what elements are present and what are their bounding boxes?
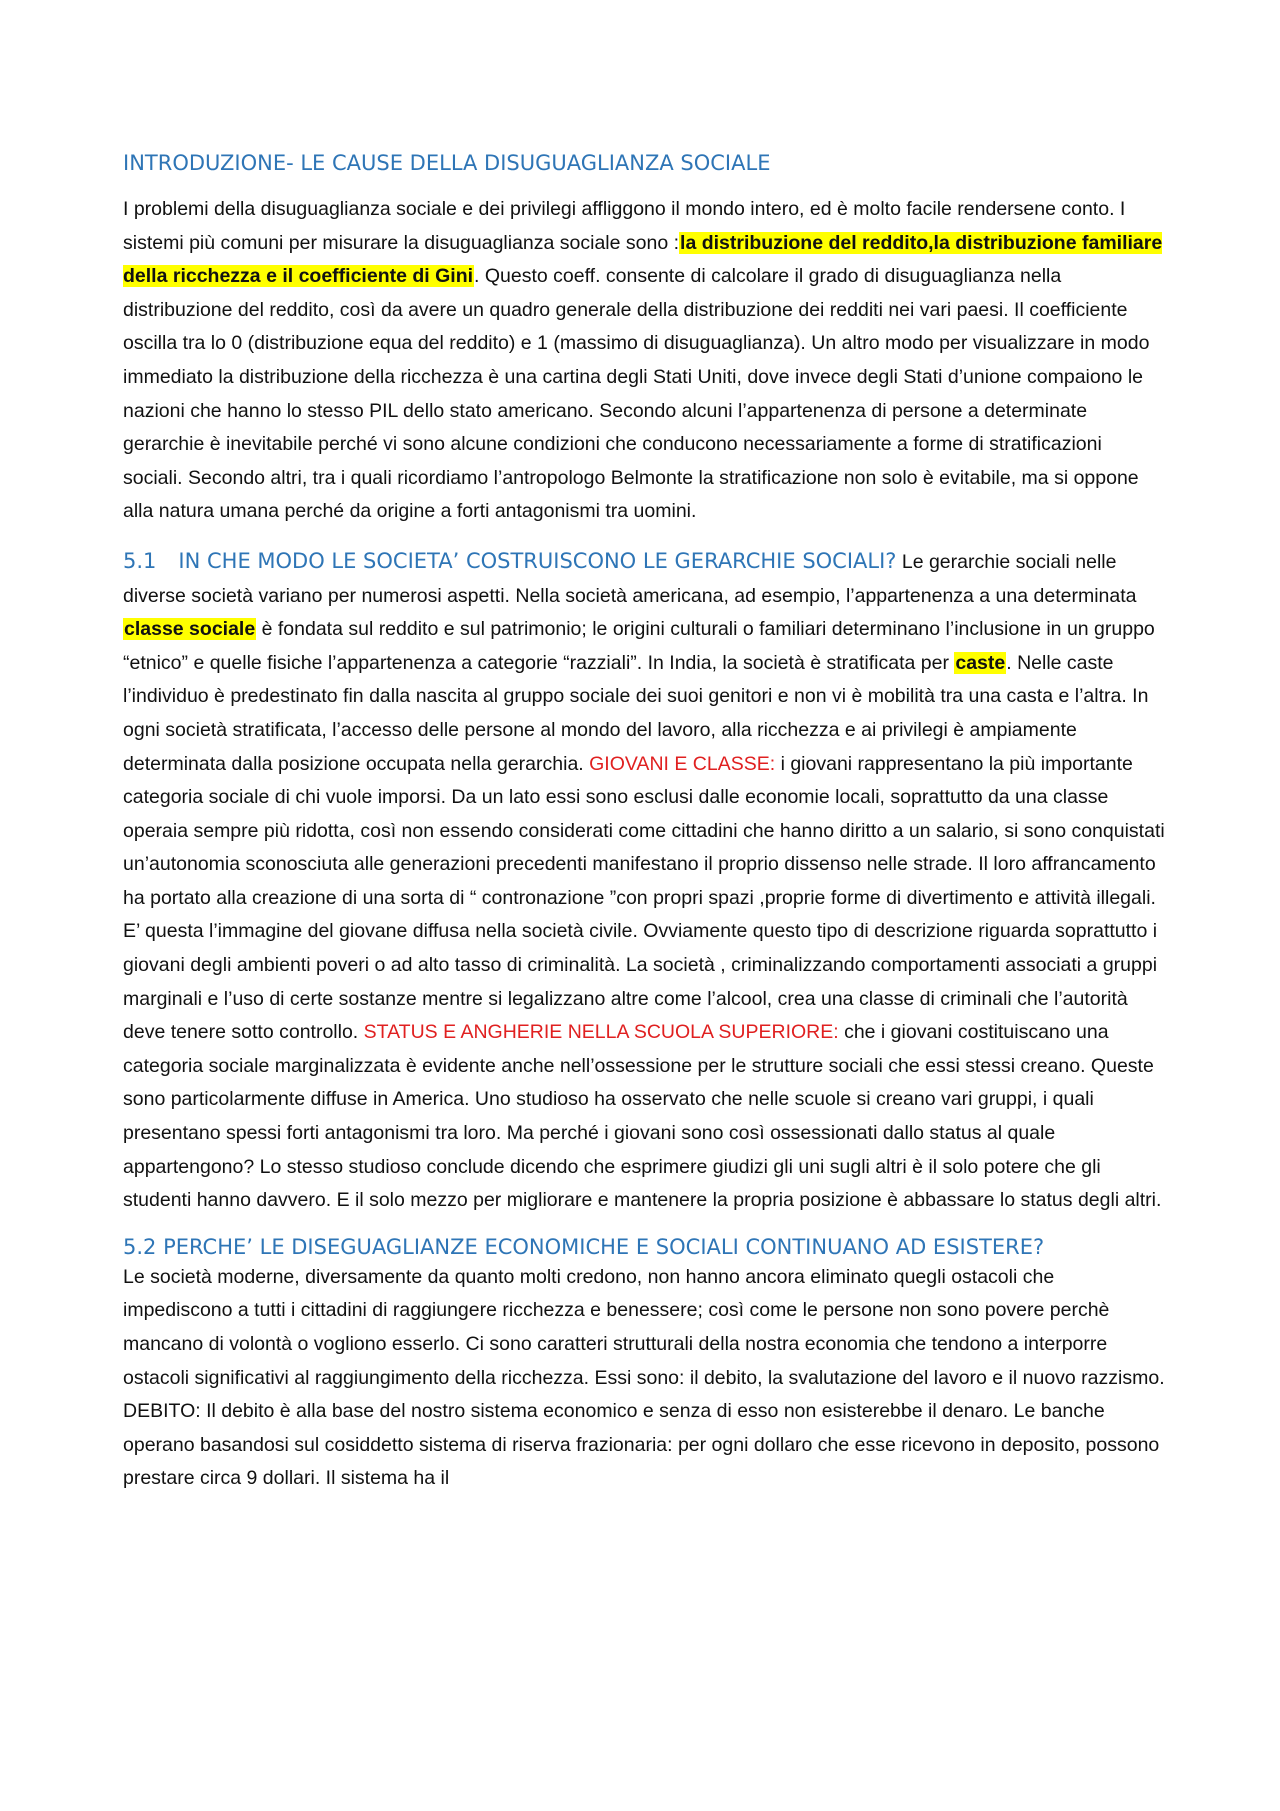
body-text: i giovani rappresentano la più importante categoria sociale di chi vuole imporsi. Da un lato essi sono esclusi dalle economie locali, soprattutto da una classe operaia sempre più ridotta, così non essendo considerati come cittadini che hanno diritto a un salario, si sono conquistati un’autonomia sconosciuta alle generazioni precedenti manifestano il proprio dissenso nelle strade. Il loro affrancamento ha portato alla creazione di una sorta di “ contronazione ”con propri spazi ,proprie forme di divertimento e attività illegali. E’ questa l’immagine del giovane diffusa nella società civile. Ovviamente questo tipo di descrizione riguarda soprattutto i giovani degli ambienti poveri o ad alto tasso di criminalità. La società , criminalizzando comportamenti associati a gruppi marginali e l’uso di certe sostanze mentre si legalizzano altre come l’alcool, crea una classe di criminali che l’autorità deve tenere sotto controllo.	[123, 752, 1165, 1044]
highlight-gini: la distribuzione del reddito,la distribuzione familiare della ricchezza e il coefficiente di Gini	[123, 231, 1163, 288]
intro-text-2: . Questo coeff. consente di calcolare il grado di disuguaglianza nella distribuzione del reddito, così da avere un quadro generale della distribuzione dei redditi nei vari paesi. Il coefficiente oscilla tra lo 0 (distribuzione equa del reddito) e 1 (massimo di disuguaglianza). Un altro modo per visualizzare in modo immediato la distribuzione della ricchezza è una cartina degli Stati Uniti, dove invece degli Stati d’unione compaiono le nazioni che hanno lo stesso PIL dello stato americano. Secondo alcuni l’appartenenza di persone a determinate gerarchie è inevitabile perché vi sono alcune condizioni che conducono necessariamente a forme di stratificazioni sociali. Secondo altri, tra i quali ricordiamo l’antropologo Belmonte la stratificazione non solo è evitabile, ma si oppone alla natura umana perché da origine a forti antagonismi tra uomini.	[123, 265, 1150, 523]
section-title: IN CHE MODO LE SOCIETA’ COSTRUISCONO LE GERARCHIE SOCIALI?	[178, 548, 897, 573]
red-label-status: STATUS E ANGHERIE NELLA SCUOLA SUPERIORE:	[363, 1021, 839, 1044]
section-heading-5-2: 5.2 PERCHE’ LE DISEGUAGLIANZE ECONOMICHE E SOCIALI CONTINUANO AD ESISTERE?	[123, 1234, 1045, 1259]
body-text: che i giovani costituiscano una categoria sociale marginalizzata è evidente anche nell’ossessione per le strutture sociali che essi stessi creano. Queste sono particolarmente diffuse in America. Uno studioso ha osservato che nelle scuole si creano vari gruppi, i quali presentano spessi forti antagonismi tra loro. Ma perché i giovani sono così ossessionati dallo status al quale appartengono? Lo stesso studioso conclude dicendo che esprimere giudizi gli uni sugli altri è il solo potere che gli studenti hanno davvero. E il solo mezzo per migliorare e mantenere la propria posizione è abbassare lo status degli altri.	[123, 1021, 1162, 1212]
section-number: 5.1	[123, 548, 157, 573]
body-text: Le gerarchie sociali nelle diverse società variano per numerosi aspetti. Nella società americana, ad esempio, l’appartenenza a una determinata	[123, 550, 1137, 607]
intro-paragraph	[123, 193, 1165, 529]
section-5-1-paragraph	[123, 545, 1165, 1218]
body-text: è fondata sul reddito e sul patrimonio; le origini culturali o familiari determinano l’inclusione in un gruppo “etnico” e quelle fisiche l’appartenenza a categorie “razziali”. In India, la società è stratificata per	[123, 618, 1155, 674]
section-heading-5-1	[123, 549, 896, 573]
highlight-classe-sociale: classe sociale	[124, 618, 256, 641]
highlight-caste: caste	[955, 651, 1006, 674]
section-5-2-paragraph: Le società moderne, diversamente da quanto molti credono, non hanno ancora eliminato quegli ostacoli che impediscono a tutti i cittadini di raggiungere ricchezza e benessere; così come le persone non sono povere perchè mancano di volontà o vogliono esserlo. Ci sono caratteri strutturali della nostra economia che tendono a interporre ostacoli significativi al raggiungimento della ricchezza. Essi sono: il debito, la svalutazione del lavoro e il nuovo razzismo. DEBITO: Il debito è alla base del nostro sistema economico e senza di esso non esisterebbe il denaro. Le banche operano basandosi sul cosiddetto sistema di riserva frazionaria: per ogni dollaro che esse ricevono in deposito, possono prestare circa 9 dollari. Il sistema ha il	[123, 1265, 1165, 1490]
section-heading-intro: INTRODUZIONE- LE CAUSE DELLA DISUGUAGLIANZA SOCIALE	[123, 151, 771, 175]
intro-text-1: I problemi della disuguaglianza sociale e dei privilegi affliggono il mondo intero, ed è molto facile rendersene conto. I sistemi più comuni per misurare la disuguaglianza sociale sono :	[123, 198, 1126, 254]
body-text: . Nelle caste l’individuo è predestinato fin dalla nascita al gruppo sociale dei suoi genitori e non vi è mobilità tra una casta e l’altra. In ogni società stratificata, l’accesso delle persone al mondo del lavoro, alla ricchezza e ai privilegi è ampiamente determinata dalla posizione occupata nella gerarchia.	[123, 651, 1149, 775]
red-label-giovani: GIOVANI E CLASSE:	[589, 752, 776, 775]
